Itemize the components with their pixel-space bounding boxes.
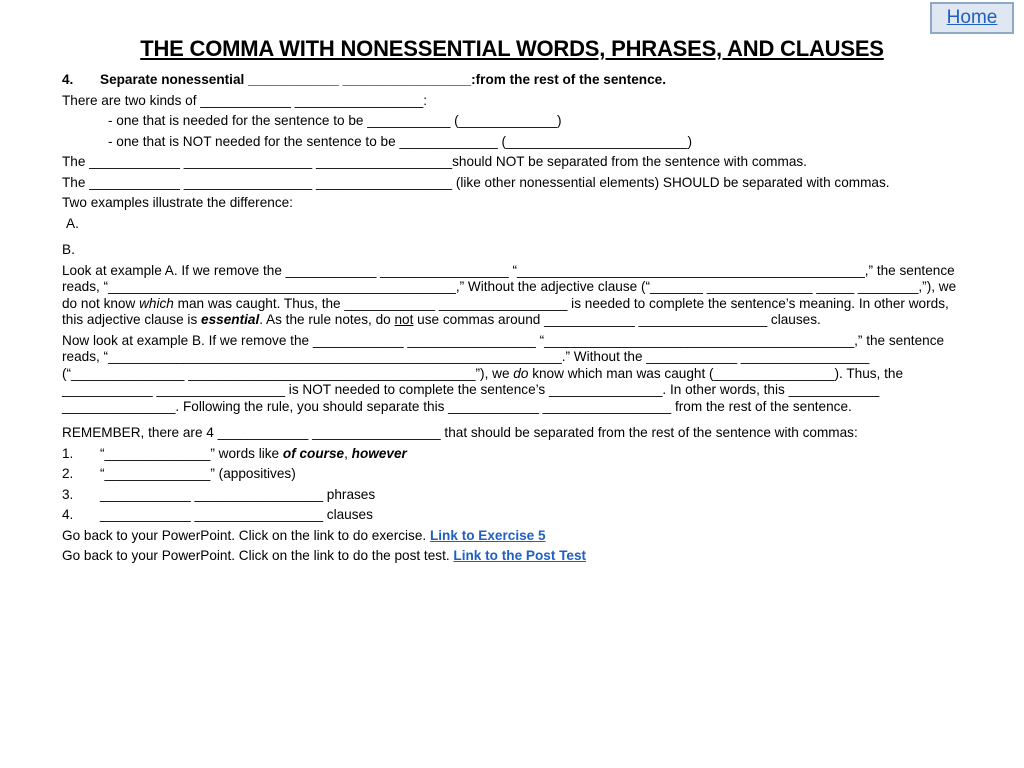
post-test-instruction: Go back to your PowerPoint. Click on the link to do the post test. (62, 548, 454, 563)
list-item (62, 446, 962, 463)
list-number: 4. (62, 507, 74, 522)
para-b-part2: know which man was caught (________________). Thus, the ____________ _________________ is NOT needed to complete the sentence’s _______________. In other words, this ____________ _______________. Following the rule, you should separate this ____________ _________________ from the rest of the sentence. (62, 365, 903, 414)
rule-number: 4. (62, 72, 74, 87)
list-number: 3. (62, 486, 74, 502)
rule-tail: :from the rest of the sentence. (471, 72, 666, 87)
para-a-part2: man was caught. Thus, the ____________ _________________ is needed to complete the sentence’s meaning. In other words, this adjective clause is (62, 295, 949, 327)
home-button[interactable]: Home (930, 2, 1014, 34)
remember-line: REMEMBER, there are 4 ____________ _________________ that should be separated from the rest of the sentence with commas: (62, 425, 858, 440)
para-b-do: do (513, 365, 529, 381)
para-a-part3: . As the rule notes, do (259, 312, 395, 327)
list-number: 1. (62, 445, 74, 461)
example-a-label: A. (66, 215, 79, 231)
list-text: ____________ _________________ clauses (100, 507, 373, 522)
list-text: “______________” words like (100, 445, 283, 461)
para-a-which: which (139, 295, 174, 311)
list-item (62, 507, 962, 524)
should-not-line: The ____________ _________________ __________________should NOT be separated from the sentence with commas. (62, 154, 807, 169)
list-number: 2. (62, 466, 74, 481)
list-separator: , (344, 445, 352, 461)
list-text: “______________” (appositives) (100, 466, 296, 481)
para-a-part1: Look at example A. If we remove the ____________ _________________ “______________________________________________,” the sentence reads, “______________________________________________,” Without the adjective clause (“_______ ______________ _____ ________,”), we do not know (62, 262, 957, 311)
exercise-link-line (62, 528, 962, 545)
kind-not-needed: - one that is NOT needed for the sentence to be _____________ (________________________) (108, 133, 693, 149)
list-item (62, 487, 962, 504)
rule-text: Separate nonessential ____________ _________________ (100, 72, 472, 87)
para-b-part1: Now look at example B. If we remove the ____________ _________________ “_________________________________________,” the sentence reads, “____________________________________________________________.” Without the ____________ _________________ (“_______________ ______________________________________”), we (62, 332, 945, 381)
list-emphasis-however: however (351, 445, 407, 461)
para-a-part4: use commas around ____________ _________________ clauses. (413, 312, 821, 327)
page-title: THE COMMA WITH NONESSENTIAL WORDS, PHRASES, AND CLAUSES (140, 36, 884, 61)
kinds-intro: There are two kinds of ____________ _________________: (62, 92, 428, 108)
list-emphasis-of-course: of course (282, 445, 345, 461)
example-b-paragraph (62, 333, 962, 416)
list-text: ____________ _________________ phrases (100, 486, 376, 502)
examples-intro: Two examples illustrate the difference: (62, 195, 293, 210)
worksheet-body (62, 72, 962, 565)
para-a-essential: essential (201, 312, 260, 327)
exercise-instruction: Go back to your PowerPoint. Click on the link to do exercise. (62, 527, 430, 543)
post-test-link-line (62, 548, 962, 565)
rule-line (62, 72, 962, 89)
list-item (62, 466, 962, 483)
example-b-label: B. (62, 242, 75, 257)
post-test-link[interactable]: Link to the Post Test (453, 548, 587, 563)
exercise-5-link[interactable]: Link to Exercise 5 (429, 527, 546, 543)
should-line: The ____________ _________________ __________________ (like other nonessential elements) SHOULD be separated with commas. (62, 174, 890, 190)
para-a-not: not (394, 312, 414, 327)
kind-needed: - one that is needed for the sentence to be ___________ (_____________) (108, 113, 562, 128)
example-a-paragraph (62, 263, 962, 329)
